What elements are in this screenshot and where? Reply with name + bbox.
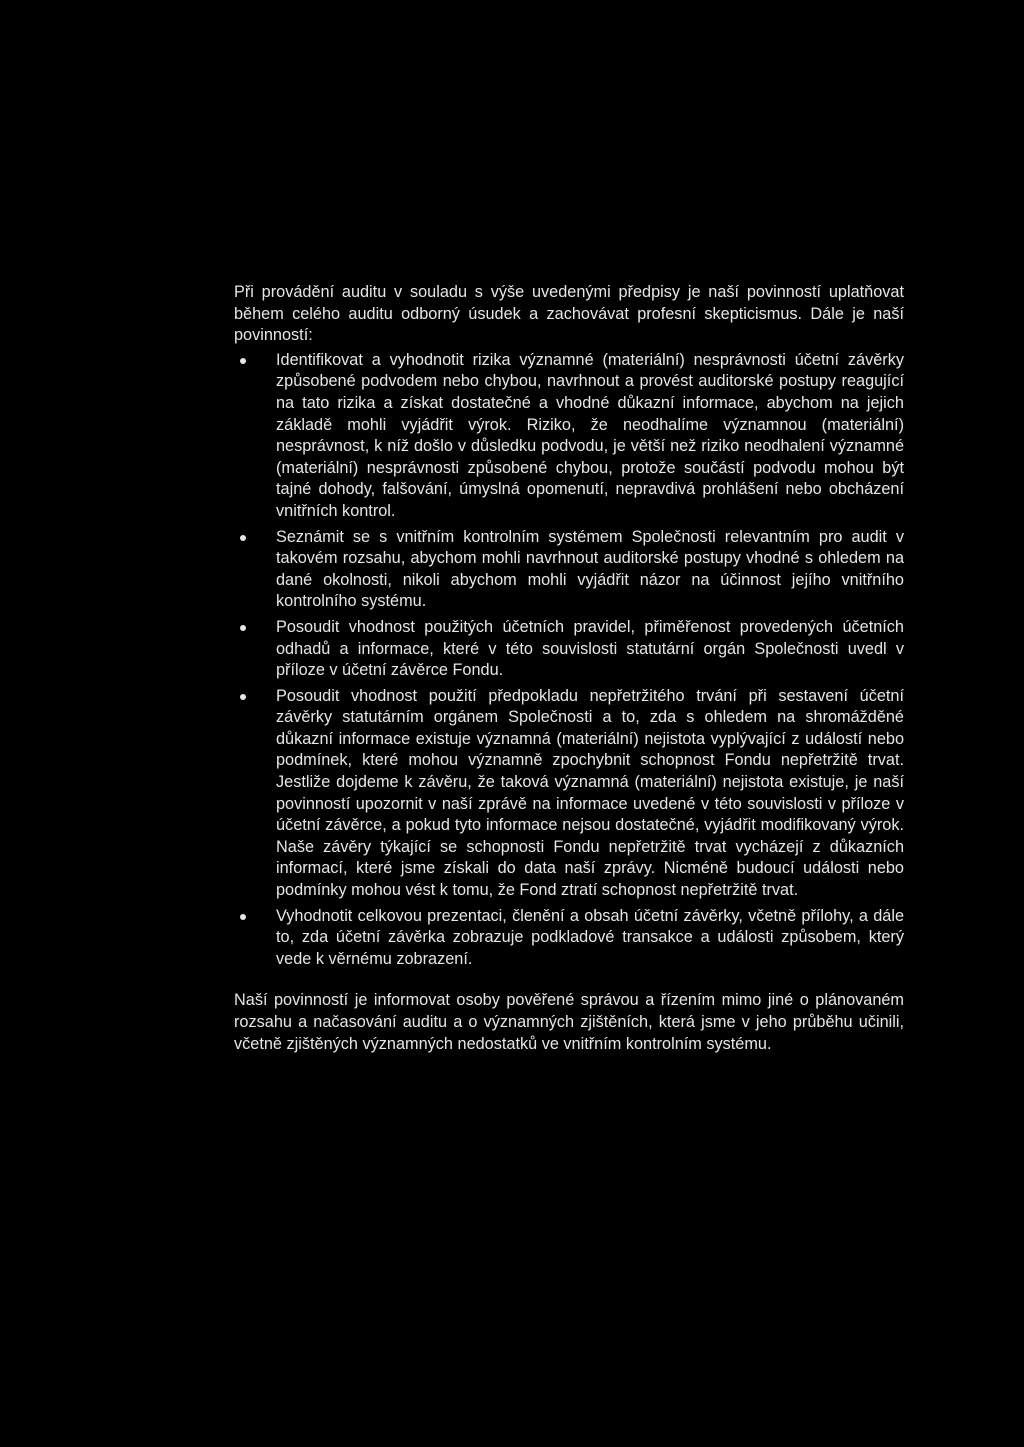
list-item <box>234 527 904 613</box>
bullet-icon <box>240 694 246 700</box>
list-item <box>234 350 904 523</box>
list-item-text: Posoudit vhodnost použití předpokladu nepřetržitého trvání při sestavení účetní závěrky statutárním orgánem Společnosti a to, zda s ohledem na shromážděné důkazní informace existuje významná (materiální) nejistota vyplývající z událostí nebo podmínek, které mohou významně zpochybnit schopnost Fondu nepřetržitě trvat. Jestliže dojdeme k závěru, že taková významná (materiální) nejistota existuje, je naší povinností upozornit v naší zprávě na informace uvedené v této souvislosti v příloze v účetní závěrce, a pokud tyto informace nejsou dostatečné, vyjádřit modifikovaný výrok. Naše závěry týkající se schopnosti Fondu nepřetržitě trvat vycházejí z důkazních informací, které jsme získali do data naší zprávy. Nicméně budoucí události nebo podmínky mohou vést k tomu, že Fond ztratí schopnost nepřetržitě trvat. <box>276 686 904 900</box>
document-body <box>234 282 904 1055</box>
bullet-icon <box>240 625 246 631</box>
list-item-text: Posoudit vhodnost použitých účetních pravidel, přiměřenost provedených účetních odhadů a informace, které v této souvislosti statutární orgán Společnosti uvedl v příloze v účetní závěrce Fondu. <box>276 617 904 680</box>
bullet-icon <box>240 535 246 541</box>
intro-paragraph: Při provádění auditu v souladu s výše uvedenými předpisy je naší povinností uplatňovat během celého auditu odborný úsudek a zachovávat profesní skepticismus. Dále je naší povinností: <box>234 283 904 345</box>
list-item <box>234 686 904 902</box>
bullet-icon <box>240 358 246 364</box>
list-item-text: Seznámit se s vnitřním kontrolním systémem Společnosti relevantním pro audit v takovém rozsahu, abychom mohli navrhnout auditorské postupy vhodné s ohledem na dané okolnosti, nikoli abychom mohli vyjádřit názor na účinnost jejího vnitřního kontrolního systému. <box>276 527 904 611</box>
list-item-text: Identifikovat a vyhodnotit rizika významné (materiální) nesprávnosti účetní závěrky způsobené podvodem nebo chybou, navrhnout a provést auditorské postupy reagující na tato rizika a získat dostatečné a vhodné důkazní informace, abychom na jejich základě mohli vyjádřit výrok. Riziko, že neodhalíme významnou (materiální) nesprávnost, k níž došlo v důsledku podvodu, je větší než riziko neodhalení významné (materiální) nesprávnosti způsobené chybou, protože součástí podvodu mohou být tajné dohody, falšování, úmyslná opomenutí, nepravdivá prohlášení nebo obcházení vnitřních kontrol. <box>276 350 904 520</box>
bullet-icon <box>240 914 246 920</box>
closing-paragraph: Naší povinností je informovat osoby pověřené správou a řízením mimo jiné o plánovaném rozsahu a načasování auditu a o významných zjištěních, která jsme v jeho průběhu učinili, včetně zjištěných významných nedostatků ve vnitřním kontrolním systému. <box>234 991 904 1053</box>
list-item <box>234 906 904 971</box>
responsibilities-list <box>234 350 904 971</box>
list-item <box>234 617 904 682</box>
list-item-text: Vyhodnotit celkovou prezentaci, členění a obsah účetní závěrky, včetně přílohy, a dále to, zda účetní závěrka zobrazuje podkladové transakce a události způsobem, který vede k věrnému zobrazení. <box>276 906 904 968</box>
